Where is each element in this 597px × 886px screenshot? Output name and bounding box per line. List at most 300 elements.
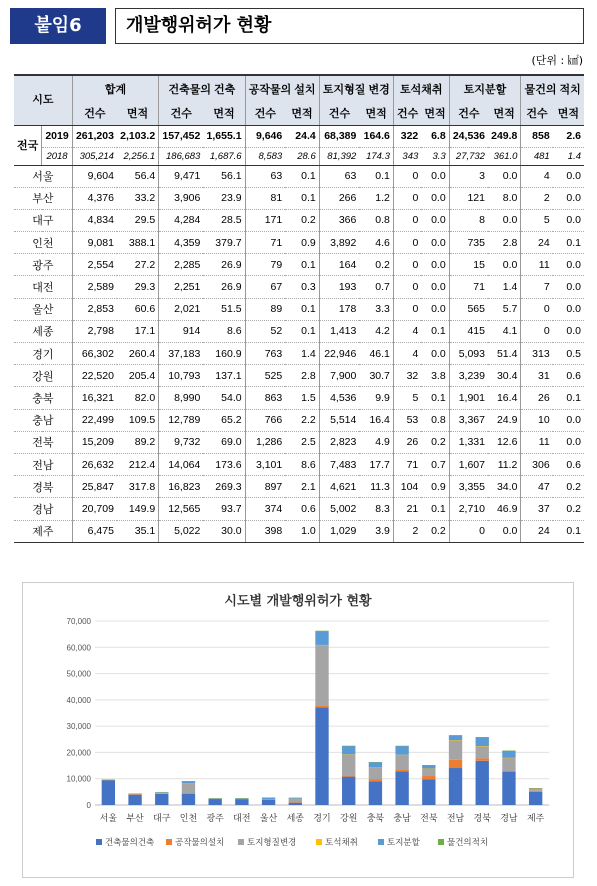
table-cell: 20,709 xyxy=(72,498,117,520)
table-row xyxy=(14,276,584,298)
table-cell: 0.7 xyxy=(359,276,393,298)
table-cell: 37 xyxy=(521,498,553,520)
sub-header-count: 건수 xyxy=(521,105,553,125)
national-cell: 1,687.6 xyxy=(203,147,245,165)
legend-swatch xyxy=(96,839,102,845)
table-cell: 0.0 xyxy=(421,232,449,254)
table-cell: 10,793 xyxy=(159,365,204,387)
table-row xyxy=(14,453,584,475)
x-tick-label: 세종 xyxy=(286,814,304,824)
table-cell: 0.0 xyxy=(421,254,449,276)
table-cell: 914 xyxy=(159,320,204,342)
table-cell: 3,892 xyxy=(319,232,359,254)
region-name: 울산 xyxy=(14,298,72,320)
x-tick-label: 충북 xyxy=(366,814,385,824)
table-cell: 317.8 xyxy=(117,476,159,498)
national-cell: 186,683 xyxy=(159,147,204,165)
table-cell: 1,413 xyxy=(319,320,359,342)
table-cell: 6,475 xyxy=(72,520,117,542)
national-cell: 174.3 xyxy=(359,147,393,165)
region-name: 광주 xyxy=(14,254,72,276)
table-cell: 63 xyxy=(319,165,359,187)
bar-segment xyxy=(529,792,542,805)
bar-segment xyxy=(315,645,328,705)
table-cell: 46.9 xyxy=(488,498,521,520)
table-cell: 0.5 xyxy=(553,343,584,365)
table-cell: 65.2 xyxy=(203,409,245,431)
table-cell: 0.1 xyxy=(285,254,319,276)
table-cell: 2,710 xyxy=(449,498,488,520)
national-cell: 261,203 xyxy=(72,125,117,147)
sub-header-area: 면적 xyxy=(285,105,319,125)
table-cell: 26.9 xyxy=(203,254,245,276)
bar-segment xyxy=(422,769,435,776)
table-cell: 2.5 xyxy=(285,431,319,453)
bar-segment xyxy=(395,746,408,755)
region-name: 부산 xyxy=(14,187,72,209)
table-cell: 12,565 xyxy=(159,498,204,520)
table-cell: 3,906 xyxy=(159,187,204,209)
table-cell: 8.6 xyxy=(285,453,319,475)
table-cell: 0.1 xyxy=(285,320,319,342)
x-tick-label: 경남 xyxy=(500,814,518,824)
table-cell: 0.6 xyxy=(285,498,319,520)
table-cell: 2 xyxy=(521,187,553,209)
national-cell: 2.6 xyxy=(553,125,584,147)
table-cell: 3,367 xyxy=(449,409,488,431)
table-cell: 26 xyxy=(521,387,553,409)
bar-segment xyxy=(476,746,489,758)
table-cell: 1.4 xyxy=(285,343,319,365)
table-cell: 29.3 xyxy=(117,276,159,298)
x-tick-label: 대전 xyxy=(233,814,251,824)
table-cell: 9,471 xyxy=(159,165,204,187)
x-tick-label: 부산 xyxy=(126,814,144,824)
table-cell: 5,022 xyxy=(159,520,204,542)
bar-segment xyxy=(422,765,435,768)
table-cell: 9,732 xyxy=(159,431,204,453)
bar-segment xyxy=(502,758,515,771)
table-cell: 29.5 xyxy=(117,209,159,231)
bar-segment xyxy=(209,799,222,805)
table-cell: 269.3 xyxy=(203,476,245,498)
table-cell: 1,901 xyxy=(449,387,488,409)
national-cell: 305,214 xyxy=(72,147,117,165)
table-cell: 5 xyxy=(521,209,553,231)
region-name: 경기 xyxy=(14,343,72,365)
col-group-total: 합계 xyxy=(72,75,158,105)
table-cell: 0 xyxy=(393,254,421,276)
table-cell: 82.0 xyxy=(117,387,159,409)
table-cell: 46.1 xyxy=(359,343,393,365)
table-cell: 0.9 xyxy=(421,476,449,498)
table-cell: 0.6 xyxy=(553,453,584,475)
table-cell: 212.4 xyxy=(117,453,159,475)
stacked-bar-chart xyxy=(22,582,574,878)
table-cell: 4 xyxy=(393,343,421,365)
bar-segment xyxy=(422,779,435,805)
table-cell: 0.1 xyxy=(553,387,584,409)
table-cell: 53 xyxy=(393,409,421,431)
attachment-badge: 붙임6 xyxy=(10,8,106,44)
table-cell: 104 xyxy=(393,476,421,498)
region-name: 충북 xyxy=(14,387,72,409)
legend-label: 토지형질변경 xyxy=(247,838,297,848)
table-cell: 12.6 xyxy=(488,431,521,453)
table-cell: 0.0 xyxy=(553,187,584,209)
permit-table xyxy=(14,74,584,543)
table-cell: 9,081 xyxy=(72,232,117,254)
table-cell: 17.7 xyxy=(359,453,393,475)
sub-header-area: 면적 xyxy=(488,105,521,125)
table-row xyxy=(14,232,584,254)
sub-header-count: 건수 xyxy=(159,105,204,125)
table-cell: 0.2 xyxy=(285,209,319,231)
table-row xyxy=(14,431,584,453)
table-cell: 178 xyxy=(319,298,359,320)
bar-segment xyxy=(262,798,275,799)
bar-segment xyxy=(262,800,275,805)
x-tick-label: 울산 xyxy=(259,814,278,824)
table-cell: 16,321 xyxy=(72,387,117,409)
table-cell: 0 xyxy=(393,232,421,254)
table-cell: 11 xyxy=(521,254,553,276)
national-year: 2019 xyxy=(42,125,73,147)
x-tick-label: 대구 xyxy=(153,814,171,824)
table-cell: 63 xyxy=(245,165,285,187)
table-cell: 0 xyxy=(521,298,553,320)
table-cell: 0 xyxy=(393,187,421,209)
table-cell: 0.2 xyxy=(553,476,584,498)
table-cell: 3.3 xyxy=(359,298,393,320)
bar-segment xyxy=(315,632,328,645)
sub-header-count: 건수 xyxy=(245,105,285,125)
table-cell: 0.0 xyxy=(553,431,584,453)
bar-segment xyxy=(342,775,355,776)
table-cell: 7,900 xyxy=(319,365,359,387)
table-cell: 1,331 xyxy=(449,431,488,453)
header xyxy=(10,8,584,44)
x-tick-label: 전남 xyxy=(446,814,465,824)
table-cell: 2.8 xyxy=(488,232,521,254)
x-tick-label: 경북 xyxy=(473,814,491,824)
unit-label: (단위 : ㎢) xyxy=(531,54,583,67)
national-year: 2018 xyxy=(42,147,73,165)
table-cell: 11.2 xyxy=(488,453,521,475)
table-cell: 0.0 xyxy=(421,209,449,231)
y-tick-label: 0 xyxy=(86,801,91,810)
table-cell: 137.1 xyxy=(203,365,245,387)
table-cell: 2,285 xyxy=(159,254,204,276)
bar-segment xyxy=(449,768,462,805)
table-cell: 11 xyxy=(521,431,553,453)
table-cell: 67 xyxy=(245,276,285,298)
table-cell: 4,359 xyxy=(159,232,204,254)
table-row xyxy=(14,165,584,187)
table-cell: 60.6 xyxy=(117,298,159,320)
table-cell: 71 xyxy=(393,453,421,475)
table-cell: 897 xyxy=(245,476,285,498)
national-cell: 9,646 xyxy=(245,125,285,147)
bar-segment xyxy=(342,754,355,775)
table-cell: 763 xyxy=(245,343,285,365)
table-cell: 34.0 xyxy=(488,476,521,498)
table-cell: 15 xyxy=(449,254,488,276)
y-tick-label: 10,000 xyxy=(66,774,91,784)
table-cell: 66,302 xyxy=(72,343,117,365)
table-cell: 22,520 xyxy=(72,365,117,387)
table-cell: 0.0 xyxy=(553,254,584,276)
table-row xyxy=(14,187,584,209)
bar-segment xyxy=(476,761,489,805)
table-cell: 9,604 xyxy=(72,165,117,187)
table-cell: 8.3 xyxy=(359,498,393,520)
table-cell: 0.1 xyxy=(285,187,319,209)
table-cell: 0 xyxy=(393,209,421,231)
region-name: 충남 xyxy=(14,409,72,431)
table-cell: 3,239 xyxy=(449,365,488,387)
table-cell: 3 xyxy=(449,165,488,187)
table-cell: 0.2 xyxy=(421,520,449,542)
table-cell: 4,376 xyxy=(72,187,117,209)
table-cell: 2.8 xyxy=(285,365,319,387)
national-row-2019 xyxy=(14,125,584,147)
table-cell: 149.9 xyxy=(117,498,159,520)
table-cell: 52 xyxy=(245,320,285,342)
table-cell: 26.9 xyxy=(203,276,245,298)
legend-swatch xyxy=(316,839,322,845)
sub-header-area: 면적 xyxy=(203,105,245,125)
table-cell: 193 xyxy=(319,276,359,298)
table-cell: 398 xyxy=(245,520,285,542)
y-tick-label: 40,000 xyxy=(66,695,91,705)
legend-label: 공작물의설치 xyxy=(175,838,225,848)
table-cell: 5,514 xyxy=(319,409,359,431)
table-cell: 0.1 xyxy=(421,387,449,409)
table-cell: 0.0 xyxy=(421,165,449,187)
table-cell: 2.1 xyxy=(285,476,319,498)
table-cell: 0.0 xyxy=(488,165,521,187)
table-cell: 366 xyxy=(319,209,359,231)
bar-segment xyxy=(102,780,115,805)
bar-segment xyxy=(315,705,328,707)
region-name: 전남 xyxy=(14,453,72,475)
table-cell: 0.1 xyxy=(421,498,449,520)
national-cell: 6.8 xyxy=(421,125,449,147)
table-cell: 0 xyxy=(393,276,421,298)
sub-header-row xyxy=(14,105,584,125)
region-name: 대구 xyxy=(14,209,72,231)
national-cell: 361.0 xyxy=(488,147,521,165)
table-cell: 0.0 xyxy=(553,209,584,231)
table-cell: 766 xyxy=(245,409,285,431)
table-cell: 735 xyxy=(449,232,488,254)
col-group-storage: 물건의 적치 xyxy=(521,75,584,105)
table-cell: 525 xyxy=(245,365,285,387)
table-cell: 56.4 xyxy=(117,165,159,187)
region-name: 인천 xyxy=(14,232,72,254)
table-cell: 22,946 xyxy=(319,343,359,365)
table-cell: 0.0 xyxy=(553,298,584,320)
table-cell: 2 xyxy=(393,520,421,542)
table-cell: 5 xyxy=(393,387,421,409)
bar-segment xyxy=(289,799,302,803)
national-cell: 249.8 xyxy=(488,125,521,147)
table-cell: 0.1 xyxy=(285,298,319,320)
page-title: 개발행위허가 현황 xyxy=(115,8,584,44)
bar-segment xyxy=(182,783,195,793)
national-cell: 81,392 xyxy=(319,147,359,165)
bar-segment xyxy=(289,798,302,799)
table-cell: 0.0 xyxy=(553,409,584,431)
table-cell: 35.1 xyxy=(117,520,159,542)
region-name: 세종 xyxy=(14,320,72,342)
table-cell: 0.0 xyxy=(553,165,584,187)
table-cell: 2,021 xyxy=(159,298,204,320)
table-cell: 173.6 xyxy=(203,453,245,475)
table-cell: 16.4 xyxy=(359,409,393,431)
table-cell: 93.7 xyxy=(203,498,245,520)
table-cell: 121 xyxy=(449,187,488,209)
y-tick-label: 20,000 xyxy=(66,748,91,758)
col-group-building: 건축물의 건축 xyxy=(159,75,245,105)
table-cell: 31 xyxy=(521,365,553,387)
table-row xyxy=(14,320,584,342)
table-cell: 379.7 xyxy=(203,232,245,254)
legend-label: 토지분할 xyxy=(387,838,420,848)
table-cell: 164 xyxy=(319,254,359,276)
bar-segment xyxy=(369,781,382,805)
table-cell: 12,789 xyxy=(159,409,204,431)
table-cell: 306 xyxy=(521,453,553,475)
table-cell: 4.6 xyxy=(359,232,393,254)
table-cell: 109.5 xyxy=(117,409,159,431)
bar-segment xyxy=(369,767,382,779)
legend-label: 토석채취 xyxy=(325,838,358,848)
bar-segment xyxy=(395,771,408,805)
table-cell: 28.5 xyxy=(203,209,245,231)
table-cell: 313 xyxy=(521,343,553,365)
chart-svg xyxy=(23,583,573,877)
table-row xyxy=(14,476,584,498)
table-cell: 7,483 xyxy=(319,453,359,475)
table-cell: 8,990 xyxy=(159,387,204,409)
table-cell: 16.4 xyxy=(488,387,521,409)
table-cell: 17.1 xyxy=(117,320,159,342)
table-cell: 1.5 xyxy=(285,387,319,409)
sub-header-area: 면적 xyxy=(117,105,159,125)
table-cell: 2,251 xyxy=(159,276,204,298)
x-tick-label: 강원 xyxy=(340,814,358,824)
x-tick-label: 충남 xyxy=(393,814,411,824)
table-cell: 26 xyxy=(393,431,421,453)
table-cell: 51.5 xyxy=(203,298,245,320)
table-cell: 3,101 xyxy=(245,453,285,475)
bar-segment xyxy=(449,760,462,768)
national-label: 전국 xyxy=(14,125,42,165)
table-cell: 0.1 xyxy=(553,520,584,542)
bar-segment xyxy=(369,779,382,781)
region-name: 전북 xyxy=(14,431,72,453)
bar-segment xyxy=(449,740,462,760)
table-cell: 0.1 xyxy=(421,320,449,342)
table-cell: 9.9 xyxy=(359,387,393,409)
table-cell: 1.4 xyxy=(488,276,521,298)
table-cell: 4 xyxy=(393,320,421,342)
table-cell: 14,064 xyxy=(159,453,204,475)
table-cell: 0.2 xyxy=(421,431,449,453)
table-cell: 71 xyxy=(245,232,285,254)
table-cell: 25,847 xyxy=(72,476,117,498)
table-row xyxy=(14,298,584,320)
x-tick-label: 광주 xyxy=(206,814,224,824)
legend-label: 건축물의건축 xyxy=(105,838,155,848)
table-body xyxy=(14,125,584,542)
table-cell: 3.9 xyxy=(359,520,393,542)
table-cell: 0.0 xyxy=(488,209,521,231)
table-cell: 0.7 xyxy=(421,453,449,475)
table-cell: 0.0 xyxy=(421,276,449,298)
table-cell: 0.1 xyxy=(285,165,319,187)
table-cell: 10 xyxy=(521,409,553,431)
table-cell: 863 xyxy=(245,387,285,409)
table-cell: 0.1 xyxy=(553,232,584,254)
table-cell: 89 xyxy=(245,298,285,320)
table-cell: 56.1 xyxy=(203,165,245,187)
national-cell: 858 xyxy=(521,125,553,147)
bar-segment xyxy=(476,737,489,746)
table-cell: 8 xyxy=(449,209,488,231)
table-cell: 171 xyxy=(245,209,285,231)
table-cell: 1.0 xyxy=(285,520,319,542)
y-tick-label: 60,000 xyxy=(66,643,91,653)
table-cell: 0.0 xyxy=(421,187,449,209)
table-row xyxy=(14,365,584,387)
table-cell: 15,209 xyxy=(72,431,117,453)
x-tick-label: 경기 xyxy=(313,814,331,824)
sub-header-area: 면적 xyxy=(553,105,584,125)
table-cell: 69.0 xyxy=(203,431,245,453)
table-cell: 79 xyxy=(245,254,285,276)
table-cell: 1,029 xyxy=(319,520,359,542)
table-cell: 4.9 xyxy=(359,431,393,453)
col-group-land-division: 토지분할 xyxy=(449,75,521,105)
col-group-land-change: 토지형질 변경 xyxy=(319,75,393,105)
table-row xyxy=(14,498,584,520)
table-cell: 4.1 xyxy=(488,320,521,342)
bar-segment xyxy=(529,788,542,791)
table-cell: 24 xyxy=(521,232,553,254)
table-cell: 2,798 xyxy=(72,320,117,342)
bar-segment xyxy=(502,751,515,758)
table-cell: 8.6 xyxy=(203,320,245,342)
table-row xyxy=(14,409,584,431)
national-cell: 68,389 xyxy=(319,125,359,147)
table-cell: 205.4 xyxy=(117,365,159,387)
table-cell: 4,834 xyxy=(72,209,117,231)
table-cell: 0.0 xyxy=(421,298,449,320)
region-name: 대전 xyxy=(14,276,72,298)
bar-segment xyxy=(155,794,168,805)
table-cell: 2.2 xyxy=(285,409,319,431)
sub-header-count: 건수 xyxy=(72,105,117,125)
table-cell: 0.0 xyxy=(553,320,584,342)
table-cell: 415 xyxy=(449,320,488,342)
national-cell: 1,655.1 xyxy=(203,125,245,147)
bar-segment xyxy=(476,758,489,760)
table-row xyxy=(14,343,584,365)
table-cell: 0.8 xyxy=(359,209,393,231)
